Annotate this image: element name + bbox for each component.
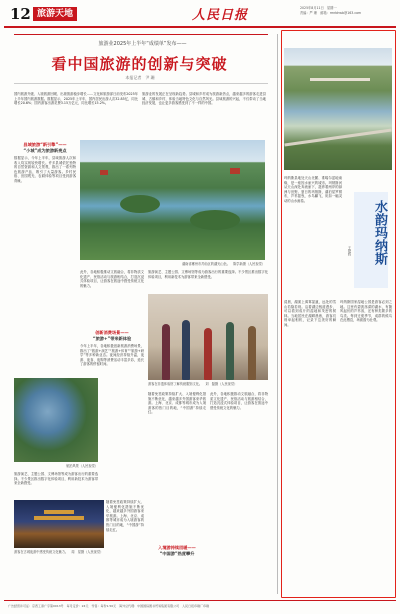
article-col-7: 旅游演艺、主题公园、文博场馆等成为游客出行的重要选择。不少景区推出数字化体验项目，利用新技术为游客带来全新感受。 (14, 472, 98, 486)
masthead (4, 3, 396, 25)
intro-text-col1: 国内旅游升级、入境旅游回暖、出境旅游稳步增长……文化和旅游部日前发布2025年上半年国内旅游数据。数据显示，2025年上半年，国内居民出游人次32.85亿，同比增长20.6%；国内游客出游花费3.15万亿元，同比增长15.2%。 (14, 92, 138, 106)
footer-text: 广告经营许可证：京西工商广字第0013号 每月定价：24元 零售：每份1.50元 海外总代理：中国国际图书贸易集团有限公司 人民日报印刷厂印刷 (8, 604, 210, 608)
temple-caption: 游客在古城夜游中感受传统文化魅力。 周 星摄（人民视觉） (14, 550, 104, 554)
lake-caption: 湖南省郴州市苏仙区的湖光山色。 陈学新摄（人民视觉） (182, 262, 265, 266)
lake-photo (80, 140, 265, 260)
newspaper-logo: 人民日报 (192, 8, 249, 23)
article-col-8: 随着免签政策持续扩大、入境便利化措施不断优化，越来越多外国游客来华旅游。上海、北京、成都等城市成为入境游客的热门目的地，“中国游”持续走红。 (106, 500, 144, 532)
article-col-4: 旅游演艺、主题公园、文博场馆等成为游客出行的重要选择。不少景区推出数字化体验项目，利用新技术为游客带来全新感受。 (148, 270, 268, 279)
figure-shape (226, 322, 234, 380)
issue-date: 2025年8月11日 星期一 (300, 6, 337, 10)
temple-photo (14, 500, 104, 548)
island-shape (190, 210, 240, 230)
article-col-6: 此外，各地积极推动文旅融合，将非物质文化遗产、民俗活动与旅游相结合，打造沉浸式体验项目，让游客在旅途中感受传统文化的魅力。 (210, 392, 268, 410)
figure-shape (248, 326, 256, 380)
fashion-photo (148, 294, 268, 380)
subhead-2: 创新消费场景—— (95, 330, 129, 335)
article-col-1: 数据显示，今年上半年，县域旅游人次和收入均实现较快增长。许多县城依托独特的自然资源和人文景观，推出了一系列特色旅游产品，吸引了大量游客。乡村民宿、田园观光、农耕体验等项目受到游客青睐。 (14, 156, 76, 183)
headline-title: 看中国旅游的创新与突破 (51, 55, 228, 73)
editor-info: 责编：严 珊 邮箱：rmrbhwb@163.com (300, 11, 362, 15)
island-shape (120, 195, 160, 213)
subhead-1b: “小城”成为旅游新亮点 (23, 148, 67, 153)
subhead-2b: “旅游+”带来新体验 (92, 336, 132, 341)
masthead-rule (4, 26, 396, 28)
roof-shape (34, 516, 84, 520)
subhead-3b: “中国游”热度攀升 (159, 551, 195, 556)
subhead-1: 县域旅游“新引擎”—— (23, 142, 67, 147)
road-shape (284, 128, 391, 146)
column-divider (277, 34, 278, 594)
manas-photo (284, 48, 392, 170)
feature-title: 水韵玛纳斯 (372, 200, 387, 265)
feature-col-3: 玛纳斯国家湿地公园是游客必到之地。这里有碧波荡漾的湖水，有随风起伏的芦苇荡，还有种类繁多的鸟类。每到迁徙季节，成群的候鸟在此栖息，场面蔚为壮观。 (340, 300, 392, 323)
dateline (300, 6, 361, 16)
figure-shape (204, 328, 212, 380)
figure-shape (162, 324, 170, 380)
byline: 本报记者 尹 珊 (125, 75, 155, 80)
feature-col-1: 玛纳斯县地处天山北麓、准噶尔盆地南缘，是一座因水而兴的城市。玛纳斯河从天山深处奔流而下，滋养着两岸的绿洲与田野。夏日的玛纳斯，湖泊星罗棋布，芦苇摇曳，水鸟翻飞，宛如一幅灵动的山水画卷。 (284, 176, 342, 203)
aerial-photo (14, 378, 98, 462)
fashion-caption: 游客在非遗体验馆了解传统服饰文化。 刘 磊摄（人民视觉） (148, 382, 238, 386)
article-col-3: 今年上半年，各地积极创新旅游消费场景，推出了“旅游+演艺”“旅游+体育”“旅游+研学”等多种新业态。夜间经济持续升温，夜游、夜食、夜购等消费活动丰富多彩，延长了游客的停留时间。 (80, 344, 144, 367)
building-shape (230, 168, 240, 174)
figure-shape (182, 320, 190, 380)
bridge-shape (310, 78, 370, 81)
roof-shape (44, 510, 74, 514)
aerial-caption: 航拍风景（人民视觉） (66, 464, 98, 468)
subhead-3: 入境游持续回暖—— (158, 545, 196, 550)
feature-author: 王艳辉 (347, 246, 351, 256)
intro-text-col2: 旅游业的发展正在呈现新趋势。县城和乡村成为旅游新热点，越来越多的游客走进县城、古镇和乡村，体验当地特色文化与自然风光。县域旅游的兴起，不仅带动了当地经济发展，也让更多游客感受到了不一样的中国。 (142, 92, 266, 106)
feature-col-2: 清晨，湖面上薄雾氤氲，远处的雪山若隐若现。沿着湖边栈道漫步，可以看到成片的湿地和茂密的树林。当地居民在湖畔晨练，游客们则举起相机，记录下这美好的瞬间。 (284, 300, 336, 327)
article-col-5: 随着免签政策持续扩大、入境便利化措施不断优化，越来越多外国游客来华旅游。上海、北京、成都等城市成为入境游客的热门目的地，“中国游”持续走红。 (148, 392, 206, 415)
page-number: 12 (10, 5, 31, 23)
article-col-2: 此外，各地积极推动文旅融合，将非物质文化遗产、民俗活动与旅游相结合，打造沉浸式体验项目，让游客在旅途中感受传统文化的魅力。 (80, 270, 144, 288)
building-shape (100, 170, 108, 175)
headline-kicker: 旅游业2025年上半年“成绩单”发布—— (98, 41, 187, 47)
page-footer (4, 600, 396, 612)
section-badge: 旅游天地 (33, 7, 77, 21)
